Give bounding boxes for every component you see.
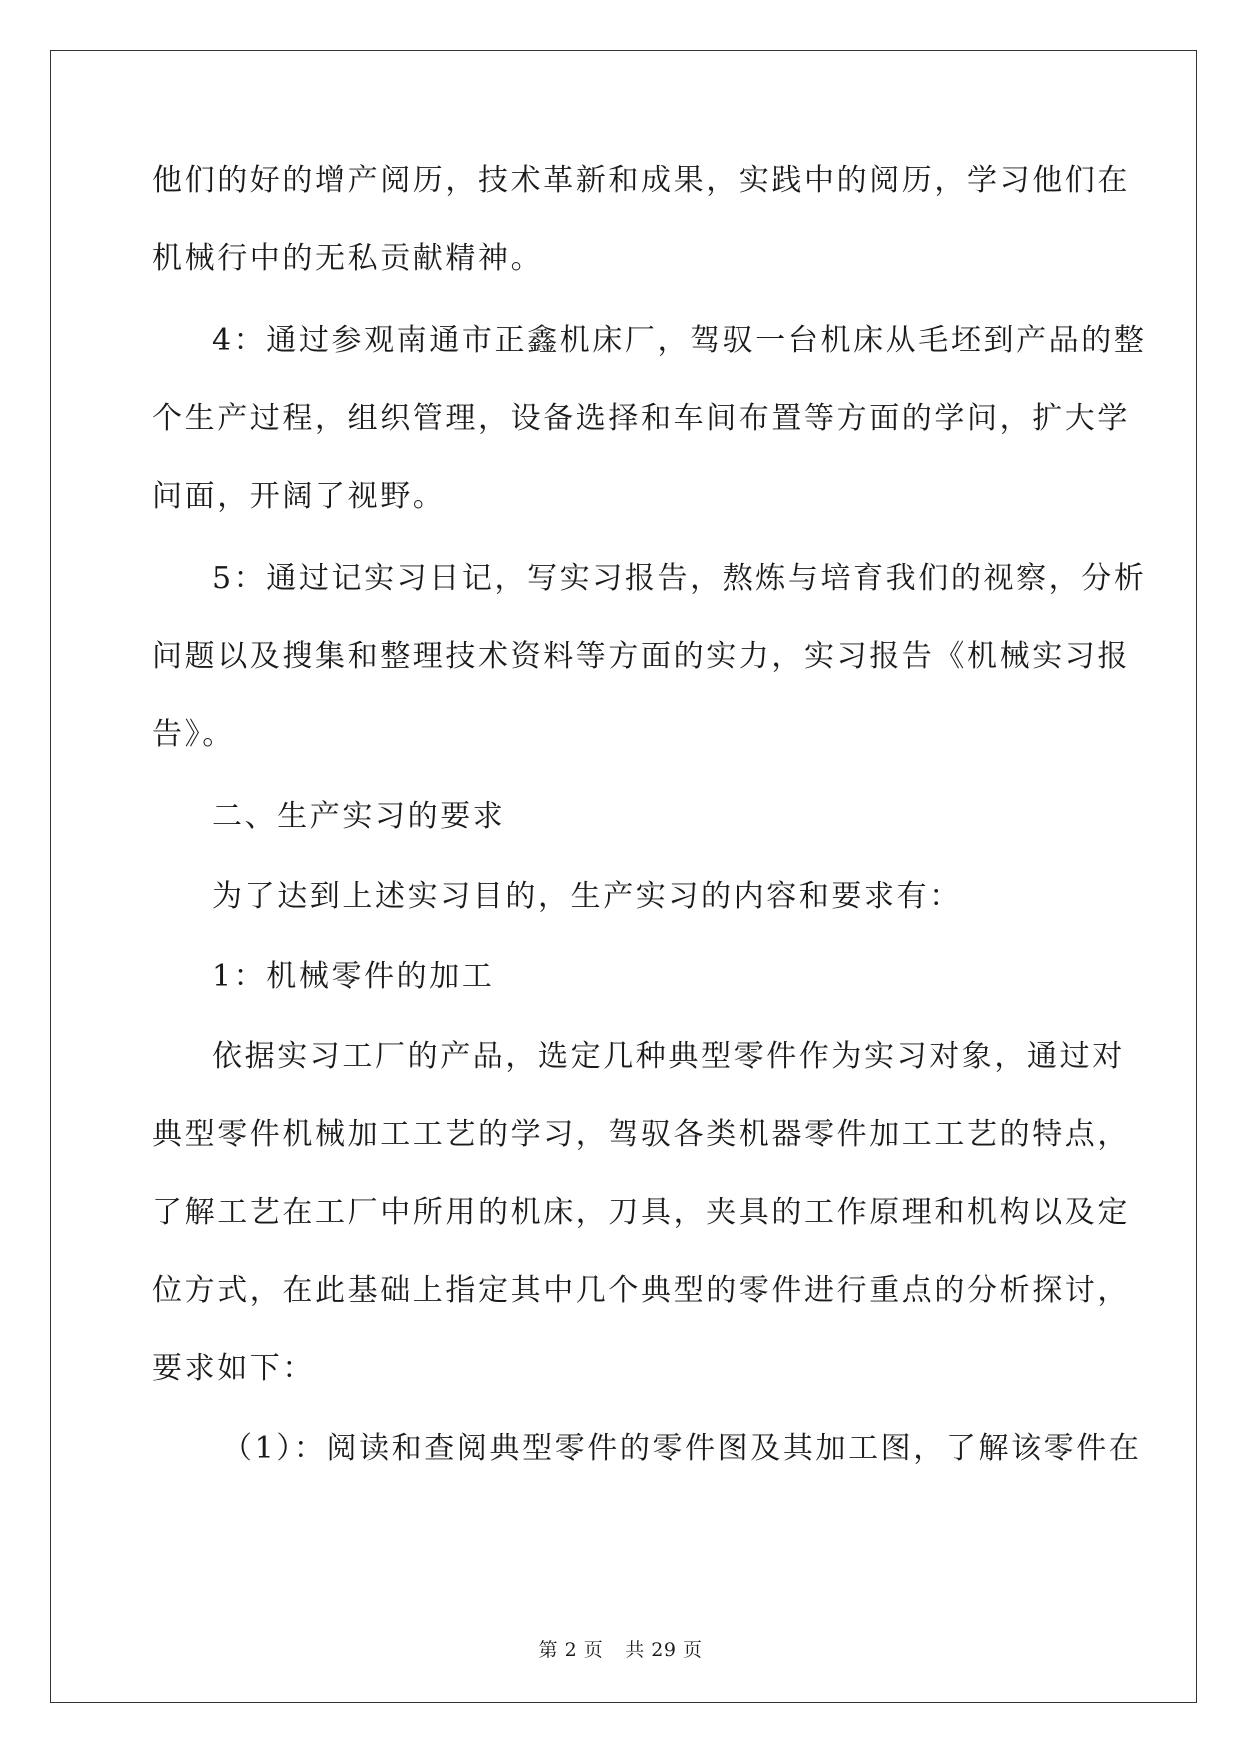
paragraph-line: 个生产过程，组织管理，设备选择和车间布置等方面的学问，扩大学	[152, 401, 1130, 436]
page-number: 第 2 页	[538, 1639, 604, 1661]
paragraph-line: 告》。	[152, 717, 235, 752]
paragraph-line: 典型零件机械加工工艺的学习，驾驭各类机器零件加工工艺的特点，	[152, 1117, 1130, 1152]
page-total: 共 29 页	[625, 1639, 703, 1661]
paragraph-line: 要求如下：	[152, 1351, 315, 1386]
paragraph-line: 了解工艺在工厂中所用的机床，刀具，夹具的工作原理和机构以及定	[152, 1195, 1130, 1230]
paragraph-line: 4：通过参观南通市正鑫机床厂，驾驭一台机床从毛坯到产品的整	[212, 323, 1147, 358]
paragraph-line: 机械行中的无私贡献精神。	[152, 241, 544, 276]
paragraph-line: 问题以及搜集和整理技术资料等方面的实力，实习报告《机械实习报	[152, 639, 1130, 674]
page-footer	[0, 1638, 1241, 1662]
section-heading: 二、生产实习的要求	[212, 799, 506, 834]
paragraph-line: 问面，开阔了视野。	[152, 479, 446, 514]
paragraph-line: 为了达到上述实习目的，生产实习的内容和要求有：	[212, 879, 962, 914]
paragraph-line: 位方式，在此基础上指定其中几个典型的零件进行重点的分析探讨，	[152, 1273, 1130, 1308]
subsection-heading: 1：机械零件的加工	[212, 959, 495, 994]
paragraph-line: （1）：阅读和查阅典型零件的零件图及其加工图，了解该零件在	[222, 1431, 1142, 1466]
paragraph-line: 5：通过记实习日记，写实习报告，熬炼与培育我们的视察，分析	[212, 561, 1147, 596]
paragraph-line: 他们的好的增产阅历，技术革新和成果，实践中的阅历，学习他们在	[152, 163, 1130, 198]
paragraph-line: 依据实习工厂的产品，选定几种典型零件作为实习对象，通过对	[212, 1039, 1125, 1074]
